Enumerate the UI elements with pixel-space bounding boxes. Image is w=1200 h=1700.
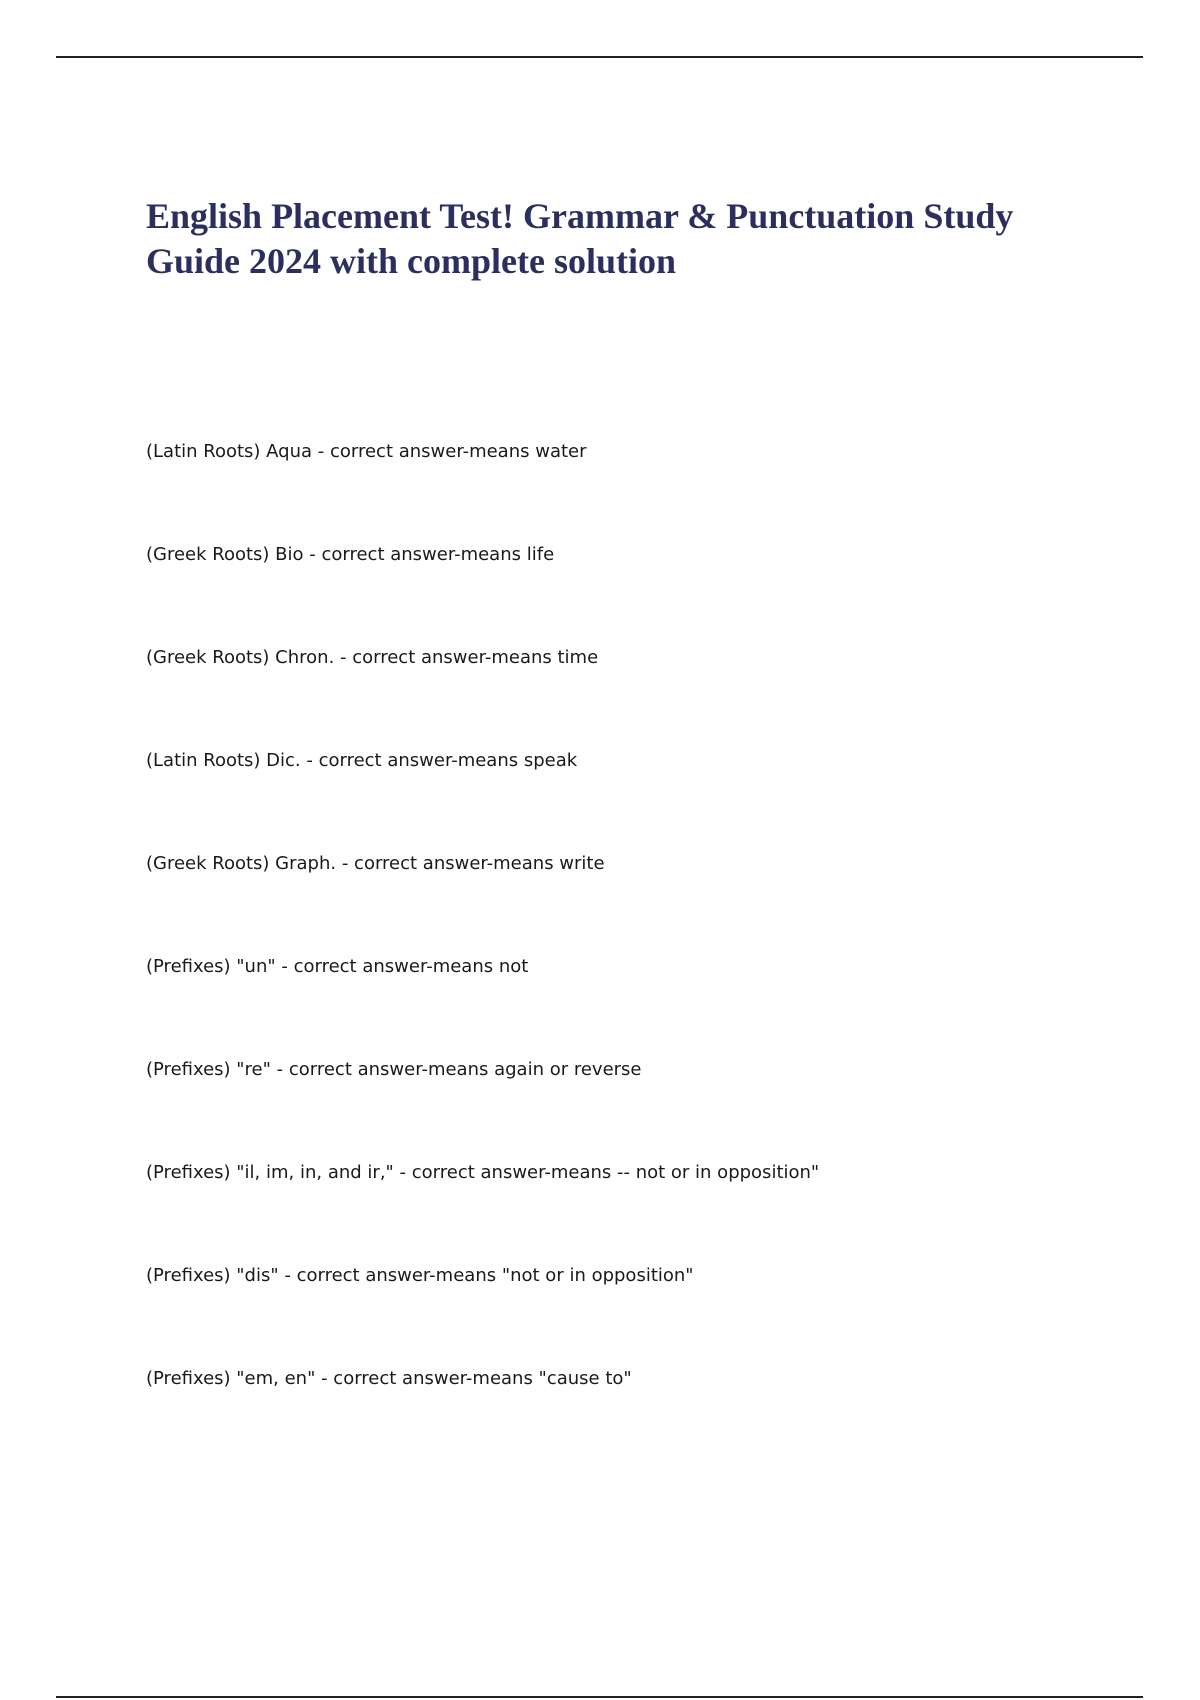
document-title: English Placement Test! Grammar & Punctuation Study Guide 2024 with complete solution xyxy=(146,196,1014,281)
top-divider xyxy=(56,56,1143,58)
list-item: (Prefixes) "re" - correct answer-means again or reverse xyxy=(146,1059,642,1080)
flashcard-list xyxy=(146,438,1106,1468)
list-item: (Greek Roots) Graph. - correct answer-means write xyxy=(146,853,605,874)
list-item: (Prefixes) "em, en" - correct answer-means "cause to" xyxy=(146,1368,632,1389)
list-item: (Prefixes) "il, im, in, and ir," - correct answer-means -- not or in opposition" xyxy=(146,1162,820,1183)
list-item: (Prefixes) "dis" - correct answer-means "not or in opposition" xyxy=(146,1265,694,1286)
list-item: (Latin Roots) Aqua - correct answer-means water xyxy=(146,441,587,462)
list-item: (Latin Roots) Dic. - correct answer-means speak xyxy=(146,750,578,771)
list-item: (Prefixes) "un" - correct answer-means not xyxy=(146,956,529,977)
bottom-divider xyxy=(56,1696,1143,1698)
list-item: (Greek Roots) Bio - correct answer-means life xyxy=(146,544,555,565)
list-item: (Greek Roots) Chron. - correct answer-means time xyxy=(146,647,599,668)
